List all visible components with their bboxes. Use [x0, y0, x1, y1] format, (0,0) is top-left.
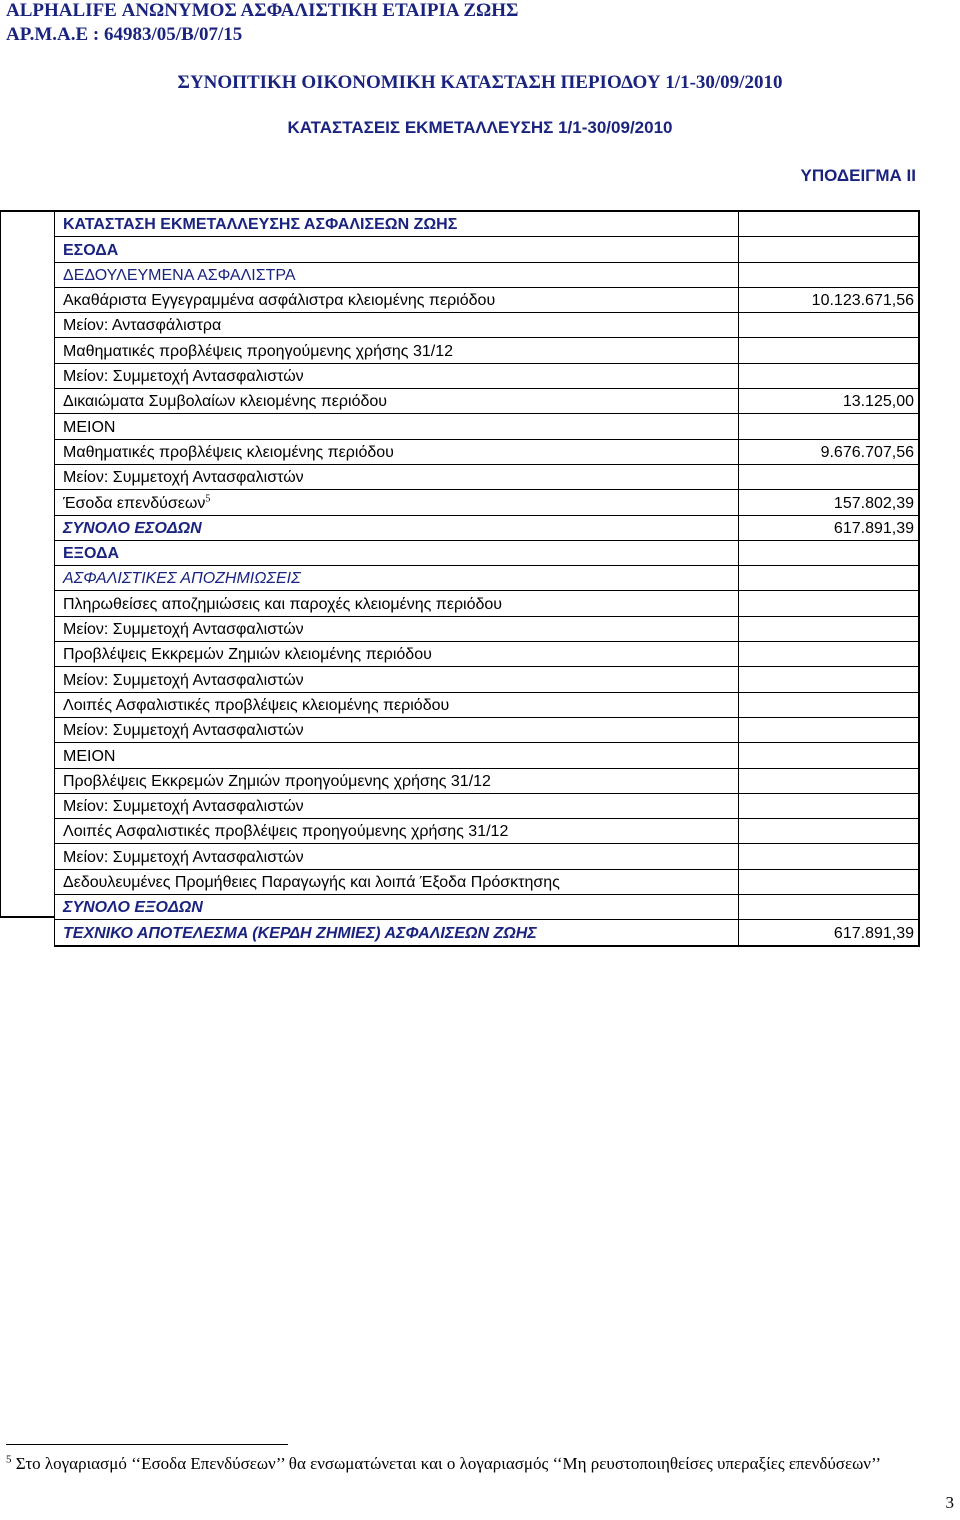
row-label: Μείον: Συμμετοχή Αντασφαλιστών [63, 469, 304, 487]
row-label-cell [55, 540, 739, 565]
row-label-cell [55, 844, 739, 869]
row-label: Δικαιώματα Συμβολαίων κλειομένης περιόδου [63, 393, 388, 411]
table-row [55, 743, 920, 768]
table-row [55, 414, 920, 439]
row-label: Μείον: Συμμετοχή Αντασφαλιστών [63, 722, 304, 740]
row-amount [739, 211, 920, 237]
row-label: Προβλέψεις Εκκρεμών Ζημιών προηγούμενης χρήσης 31/12 [63, 772, 491, 790]
row-label-cell [55, 414, 739, 439]
footnote-divider [6, 1444, 288, 1445]
row-label: Λοιπές Ασφαλιστικές προβλέψεις προηγούμενης χρήσης 31/12 [63, 823, 509, 841]
row-label-cell [55, 338, 739, 363]
table-row [55, 717, 920, 742]
table-row [55, 540, 920, 565]
row-label: ΑΣΦΑΛΙΣΤΙΚΕΣ ΑΠΟΖΗΜΙΩΣΕΙΣ [63, 570, 301, 588]
row-amount: 13.125,00 [739, 389, 920, 414]
table-row [55, 515, 920, 540]
row-label-cell [55, 313, 739, 338]
row-label: ΤΕΧΝΙΚΟ ΑΠΟΤΕΛΕΣΜΑ (ΚΕΡΔΗ ΖΗΜΙΕΣ) ΑΣΦΑΛΙΣΕΩΝ ΖΩΗΣ [63, 924, 537, 942]
row-label: ΜΕΙΟΝ [63, 418, 116, 436]
table-row [55, 313, 920, 338]
row-amount: 10.123.671,56 [739, 287, 920, 312]
row-label: Μαθηματικές προβλέψεις κλειομένης περιόδου [63, 443, 394, 461]
table-row [55, 844, 920, 869]
row-label: Πληρωθείσες αποζημιώσεις και παροχές κλειομένης περιόδου [63, 595, 503, 613]
registry-number: ΑΡ.Μ.Α.Ε : 64983/05/Β/07/15 [6, 24, 243, 45]
footnote [6, 1452, 926, 1476]
row-label: Μείον: Συμμετοχή Αντασφαλιστών [63, 671, 304, 689]
row-label-cell [55, 869, 739, 894]
row-label-cell [55, 895, 739, 920]
row-label: Μείον: Συμμετοχή Αντασφαλιστών [63, 621, 304, 639]
row-label: Λοιπές Ασφαλιστικές προβλέψεις κλειομένης περιόδου [63, 696, 450, 714]
table-row [55, 895, 920, 920]
row-label: Μείον: Συμμετοχή Αντασφαλιστών [63, 368, 304, 386]
row-label-cell [55, 566, 739, 591]
row-label-cell [55, 692, 739, 717]
row-label-cell [55, 642, 739, 667]
row-label-cell [55, 515, 739, 540]
row-amount [739, 869, 920, 894]
row-label-cell [55, 743, 739, 768]
row-label: Δεδουλευμένες Προμήθειες Παραγωγής και λοιπά Έξοδα Πρόσκτησης [63, 874, 560, 892]
row-label-cell [55, 389, 739, 414]
footnote-text: Στο λογαριασμό ‘‘Εσοδα Επενδύσεων’’ θα ενσωματώνεται και ο λογαριασμός ‘‘Μη ρευστοποιηθείσες υπεραξίες επενδύσεων’’ [11, 1454, 882, 1473]
row-amount [739, 743, 920, 768]
row-label-cell [55, 667, 739, 692]
row-label-cell [55, 490, 739, 515]
row-amount: 9.676.707,56 [739, 439, 920, 464]
footnote-reference: 5 [205, 493, 211, 505]
table-row [55, 642, 920, 667]
row-amount [739, 793, 920, 818]
row-label-cell [55, 768, 739, 793]
row-amount [739, 692, 920, 717]
page-number: 3 [945, 1493, 954, 1512]
row-amount [739, 414, 920, 439]
row-amount [739, 363, 920, 388]
row-amount [739, 616, 920, 641]
income-statement-table [54, 210, 920, 947]
row-label: ΚΑΤΑΣΤΑΣΗ ΕΚΜΕΤΑΛΛΕΥΣΗΣ ΑΣΦΑΛΙΣΕΩΝ ΖΩΗΣ [63, 216, 458, 234]
row-label-cell [55, 793, 739, 818]
row-label: Έσοδα επενδύσεων [63, 494, 206, 512]
page-subtitle: ΚΑΤΑΣΤΑΣΕΙΣ ΕΚΜΕΤΑΛΛΕΥΣΗΣ 1/1-30/09/2010 [287, 118, 673, 137]
table-row [55, 237, 920, 262]
table-row [55, 793, 920, 818]
row-label-cell [55, 920, 739, 946]
company-name: ALPHALIFE ΑΝΩΝΥΜΟΣ ΑΣΦΑΛΙΣΤΙΚΗ ΕΤΑΙΡΙΑ ΖΩΗΣ [6, 0, 519, 21]
row-label-cell [55, 439, 739, 464]
row-label-cell [55, 363, 739, 388]
row-label-cell [55, 237, 739, 262]
row-label: ΔΕΔΟΥΛΕΥΜΕΝΑ ΑΣΦΑΛΙΣΤΡΑ [63, 266, 296, 284]
row-amount [739, 464, 920, 489]
table-row [55, 667, 920, 692]
table-row [55, 338, 920, 363]
row-label-cell [55, 287, 739, 312]
table-row [55, 464, 920, 489]
table-row [55, 389, 920, 414]
row-amount [739, 540, 920, 565]
row-amount [739, 591, 920, 616]
table-row [55, 920, 920, 946]
row-label-cell [55, 211, 739, 237]
table-row [55, 616, 920, 641]
row-label-cell [55, 591, 739, 616]
row-label: ΕΞΟΔΑ [63, 545, 120, 563]
table-row [55, 692, 920, 717]
row-amount [739, 844, 920, 869]
table-row [55, 869, 920, 894]
footnote-marker: 5 [6, 1453, 12, 1466]
table-row [55, 591, 920, 616]
row-amount [739, 768, 920, 793]
row-label: ΣΥΝΟΛΟ ΕΣΟΔΩΝ [63, 519, 202, 537]
row-label: ΜΕΙΟΝ [63, 747, 116, 765]
row-amount [739, 667, 920, 692]
row-amount [739, 262, 920, 287]
row-amount [739, 895, 920, 920]
row-amount [739, 338, 920, 363]
row-amount: 617.891,39 [739, 515, 920, 540]
row-label: ΣΥΝΟΛΟ ΕΞΟΔΩΝ [63, 899, 203, 917]
table-row [55, 768, 920, 793]
row-label: Μείον: Συμμετοχή Αντασφαλιστών [63, 798, 304, 816]
table-row [55, 490, 920, 515]
row-label: Προβλέψεις Εκκρεμών Ζημιών κλειομένης περιόδου [63, 646, 432, 664]
row-label: Μαθηματικές προβλέψεις προηγούμενης χρήσης 31/12 [63, 342, 453, 360]
table-row [55, 287, 920, 312]
sample-label: ΥΠΟΔΕΙΓΜΑ ΙΙ [800, 166, 916, 185]
row-label: ΕΣΟΔΑ [63, 241, 119, 259]
row-label: Ακαθάριστα Εγγεγραμμένα ασφάλιστρα κλειομένης περιόδου [63, 292, 496, 310]
row-label: Μείον: Συμμετοχή Αντασφαλιστών [63, 848, 304, 866]
row-amount [739, 642, 920, 667]
row-label-cell [55, 819, 739, 844]
row-amount [739, 819, 920, 844]
row-label: Μείον: Αντασφάλιστρα [63, 317, 222, 335]
table-row [55, 566, 920, 591]
page-title: ΣΥΝΟΠΤΙΚΗ ΟΙΚΟΝΟΜΙΚΗ ΚΑΤΑΣΤΑΣΗ ΠΕΡΙΟΔΟΥ 1/1-30/09/2010 [177, 72, 783, 93]
row-amount: 617.891,39 [739, 920, 920, 946]
table-row [55, 819, 920, 844]
table-left-margin [0, 210, 54, 918]
row-label-cell [55, 262, 739, 287]
income-statement-body [55, 211, 920, 946]
row-amount [739, 566, 920, 591]
row-amount: 157.802,39 [739, 490, 920, 515]
row-amount [739, 717, 920, 742]
row-label-cell [55, 717, 739, 742]
table-row [55, 363, 920, 388]
row-label-cell [55, 616, 739, 641]
row-amount [739, 237, 920, 262]
table-row [55, 439, 920, 464]
table-row [55, 262, 920, 287]
table-row [55, 211, 920, 237]
row-amount [739, 313, 920, 338]
row-label-cell [55, 464, 739, 489]
